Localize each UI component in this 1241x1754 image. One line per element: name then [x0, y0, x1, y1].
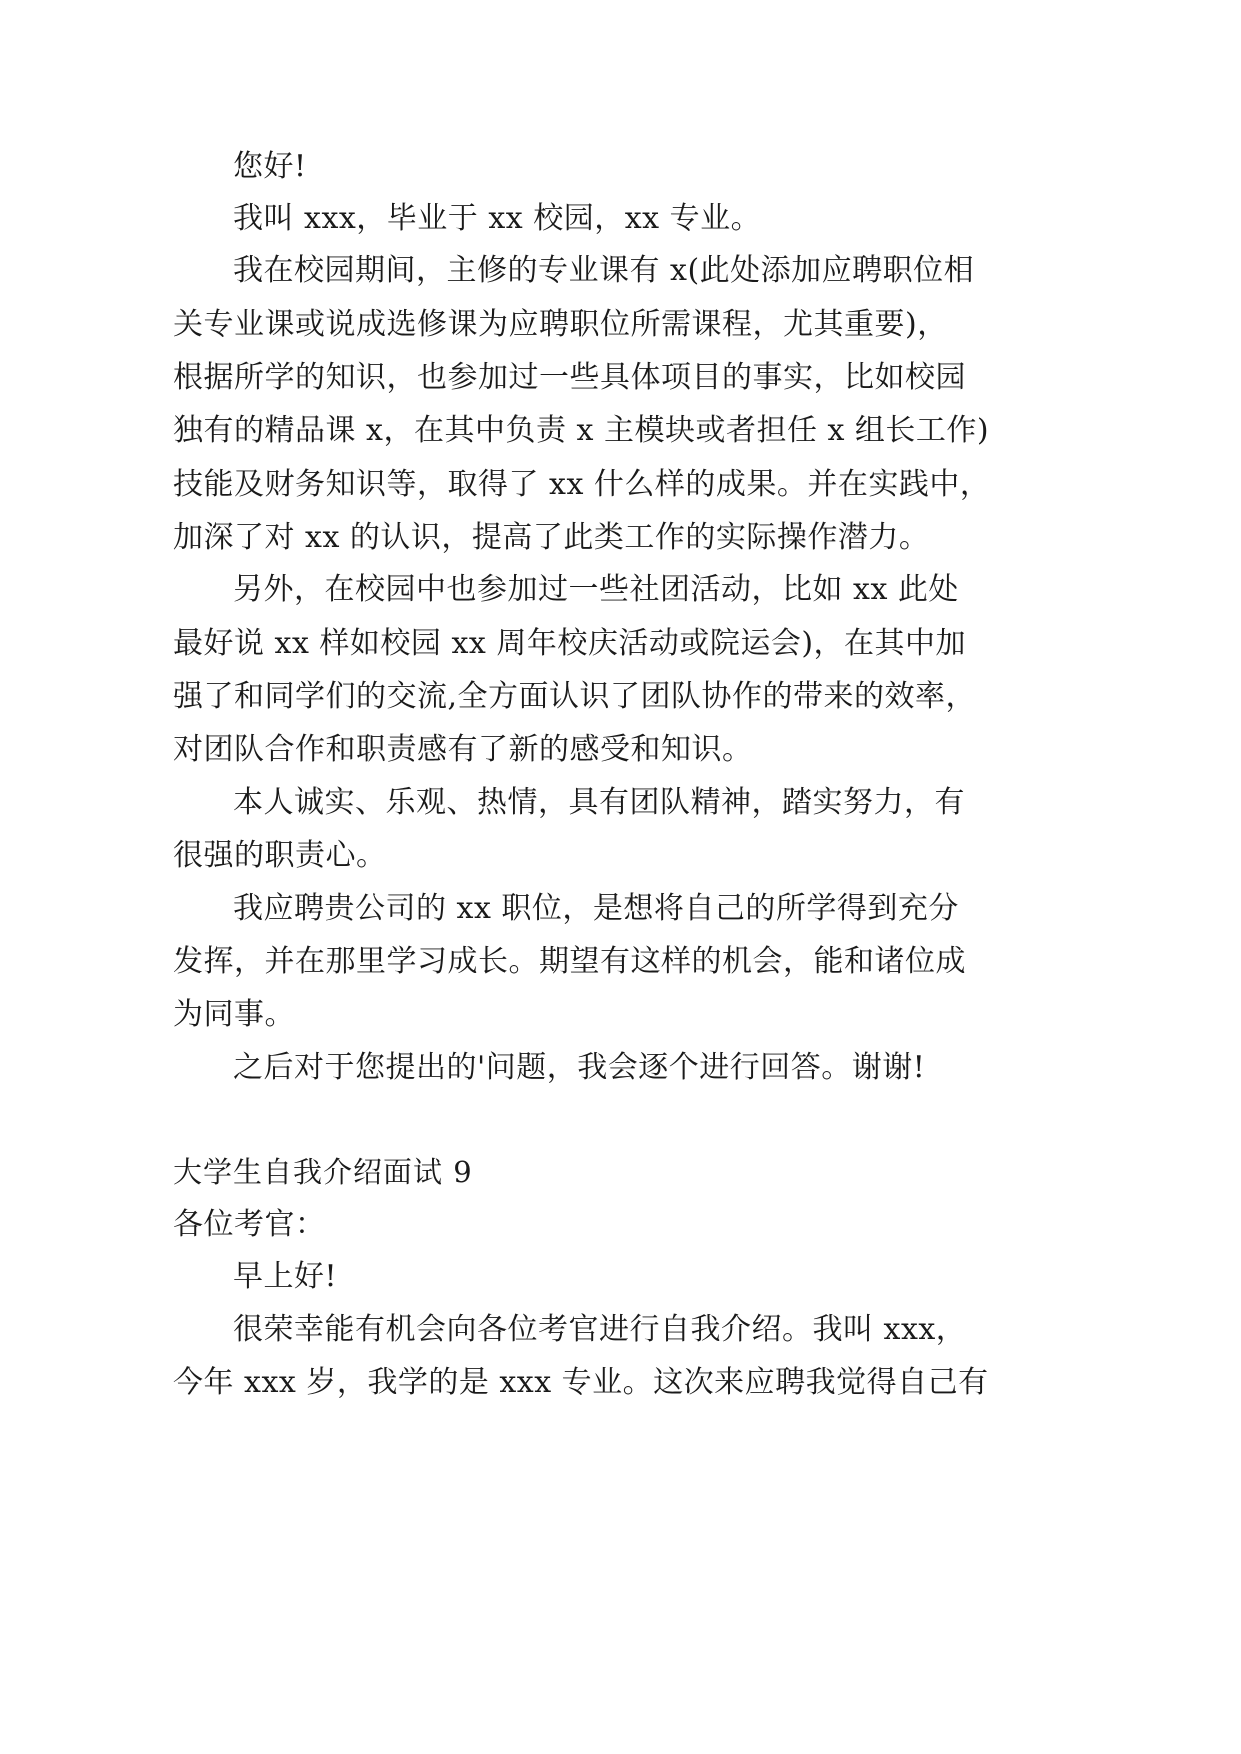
paragraph-application-line-3: 为同事。: [173, 997, 295, 1032]
paragraph-self-intro-line-2: 今年 xxx 岁，我学的是 xxx 专业。这次来应聘我觉得自己有: [173, 1365, 989, 1400]
paragraph-study-line-3: 根据所学的知识，也参加过一些具体项目的事实，比如校园: [173, 360, 966, 395]
morning-greeting: 早上好!: [233, 1259, 338, 1294]
paragraph-personality-line-1: 本人诚实、乐观、热情，具有团队精神，踏实努力，有: [233, 785, 965, 820]
paragraph-greeting: 您好!: [233, 149, 307, 184]
paragraph-study-line-1: 我在校园期间，主修的专业课有 x(此处添加应聘职位相: [233, 253, 975, 288]
paragraph-self-intro-line-1: 很荣幸能有机会向各位考官进行自我介绍。我叫 xxx，: [233, 1312, 967, 1347]
paragraph-study-line-6: 加深了对 xx 的认识，提高了此类工作的实际操作潜力。: [173, 520, 930, 555]
paragraph-study-line-2: 关专业课或说成选修课为应聘职位所需课程，尤其重要)，: [173, 307, 948, 342]
paragraph-application-line-2: 发挥，并在那里学习成长。期望有这样的机会，能和诸位成: [173, 944, 966, 979]
paragraph-name-intro: 我叫 xxx，毕业于 xx 校园，xx 专业。: [233, 201, 762, 236]
paragraph-application-line-1: 我应聘贵公司的 xx 职位，是想将自己的所学得到充分: [233, 891, 959, 926]
paragraph-closing: 之后对于您提出的'问题，我会逐个进行回答。谢谢!: [233, 1050, 926, 1085]
section-heading: 大学生自我介绍面试 9: [173, 1155, 473, 1189]
paragraph-activities-line-3: 强了和同学们的交流,全方面认识了团队协作的带来的效率，: [173, 679, 977, 714]
paragraph-study-line-5: 技能及财务知识等，取得了 xx 什么样的成果。并在实践中，: [173, 467, 991, 502]
salutation: 各位考官：: [173, 1207, 326, 1242]
paragraph-study-line-4: 独有的精品课 x，在其中负责 x 主模块或者担任 x 组长工作): [173, 413, 990, 448]
paragraph-activities-line-2: 最好说 xx 样如校园 xx 周年校庆活动或院运会)，在其中加: [173, 626, 967, 661]
paragraph-personality-line-2: 很强的职责心。: [173, 838, 387, 873]
paragraph-activities-line-1: 另外，在校园中也参加过一些社团活动，比如 xx 此处: [233, 572, 959, 607]
paragraph-activities-line-4: 对团队合作和职责感有了新的感受和知识。: [173, 732, 753, 767]
